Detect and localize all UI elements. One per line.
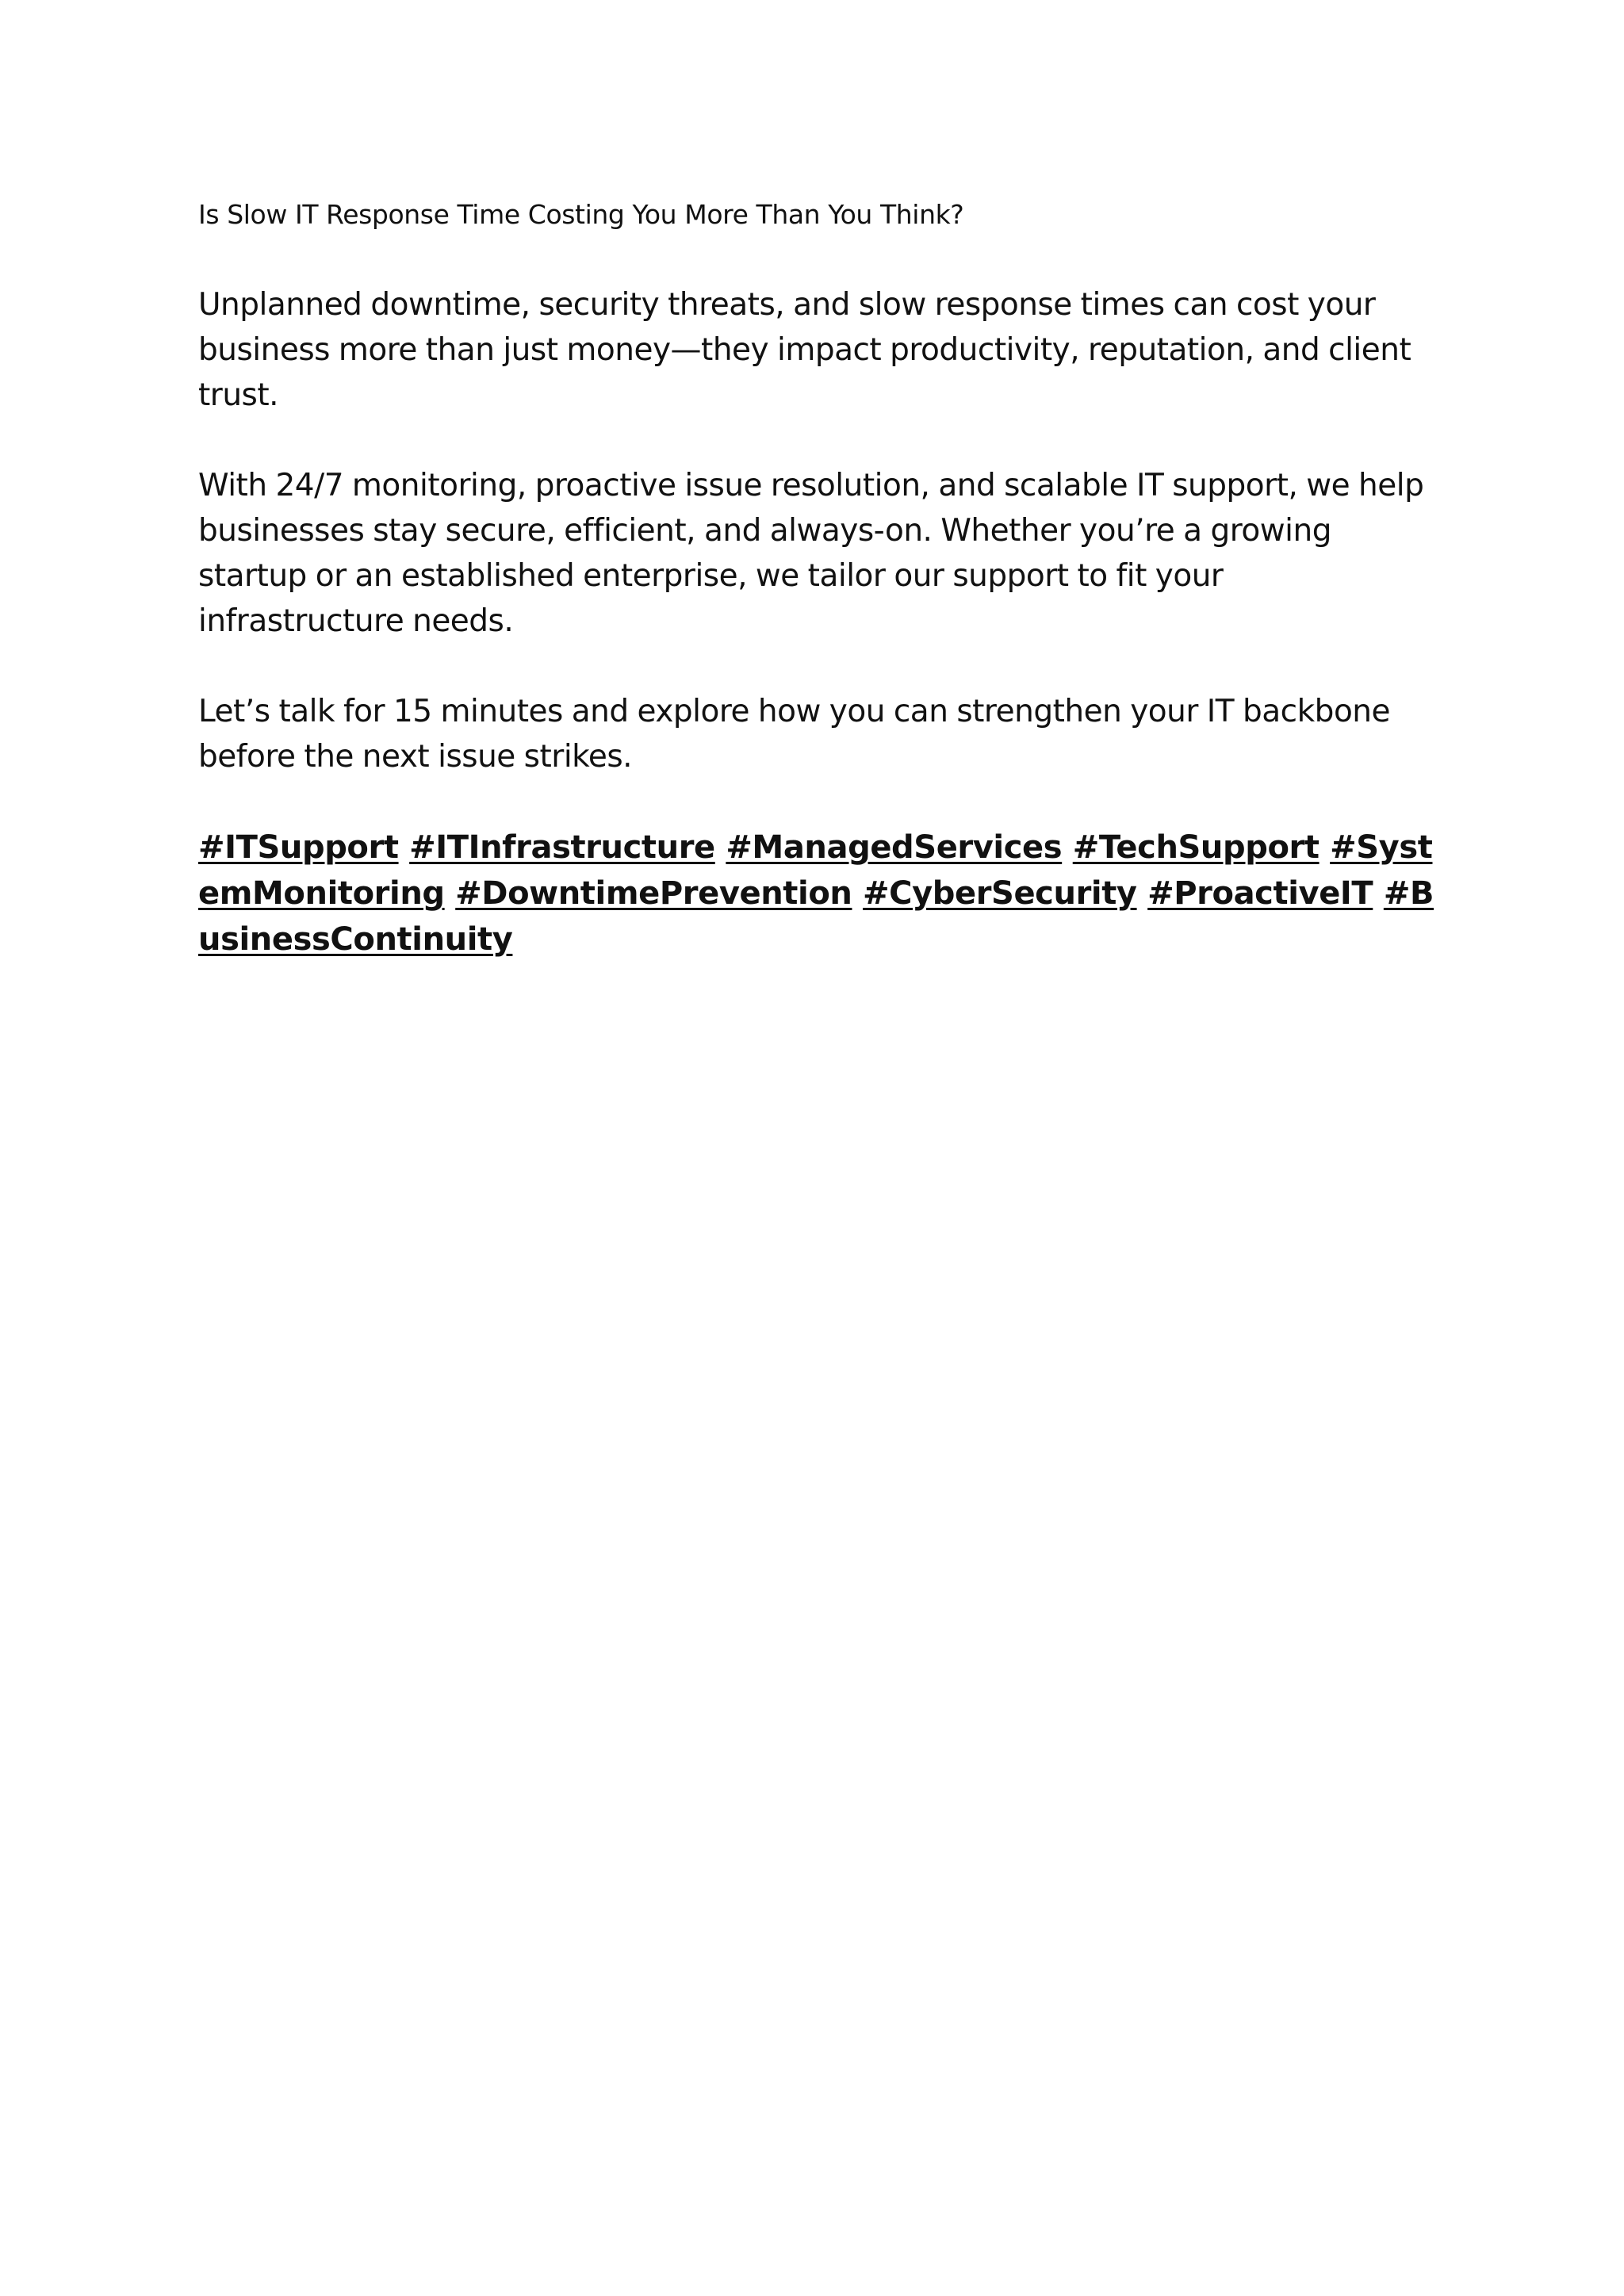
paragraph-downtime-costs: Unplanned downtime, security threats, and slow response times can cost your business more than just money—they impact productivity, reputation, and client trust. <box>198 287 1411 413</box>
hashtag-link[interactable]: #ManagedServices <box>726 829 1063 866</box>
paragraph-call-to-action: Let’s talk for 15 minutes and explore how you can strengthen your IT backbone before the next issue strikes. <box>198 694 1391 775</box>
document-title: Is Slow IT Response Time Costing You More Than You Think? <box>198 199 964 230</box>
hashtag-list <box>198 825 1435 962</box>
hashtag-link[interactable]: #BusinessContinuity <box>198 875 1434 958</box>
hashtag-link[interactable]: #SystemMonitoring <box>198 829 1433 912</box>
paragraph-monitoring-offer: With 24/7 monitoring, proactive issue resolution, and scalable IT support, we help businesses stay secure, efficient, and always-on. Whether you’re a growing startup or an established enterprise, we tailor our support to fit your infrastructure needs. <box>198 468 1424 639</box>
document-body <box>198 197 1435 962</box>
hashtag-link[interactable]: #ProactiveIT <box>1147 875 1373 912</box>
hashtag-link[interactable]: #ITInfrastructure <box>409 829 715 866</box>
hashtag-link[interactable]: #CyberSecurity <box>863 875 1137 912</box>
hashtag-link[interactable]: #ITSupport <box>198 829 399 866</box>
hashtag-link[interactable]: #TechSupport <box>1072 829 1320 866</box>
hashtag-link[interactable]: #DowntimePrevention <box>455 875 852 912</box>
